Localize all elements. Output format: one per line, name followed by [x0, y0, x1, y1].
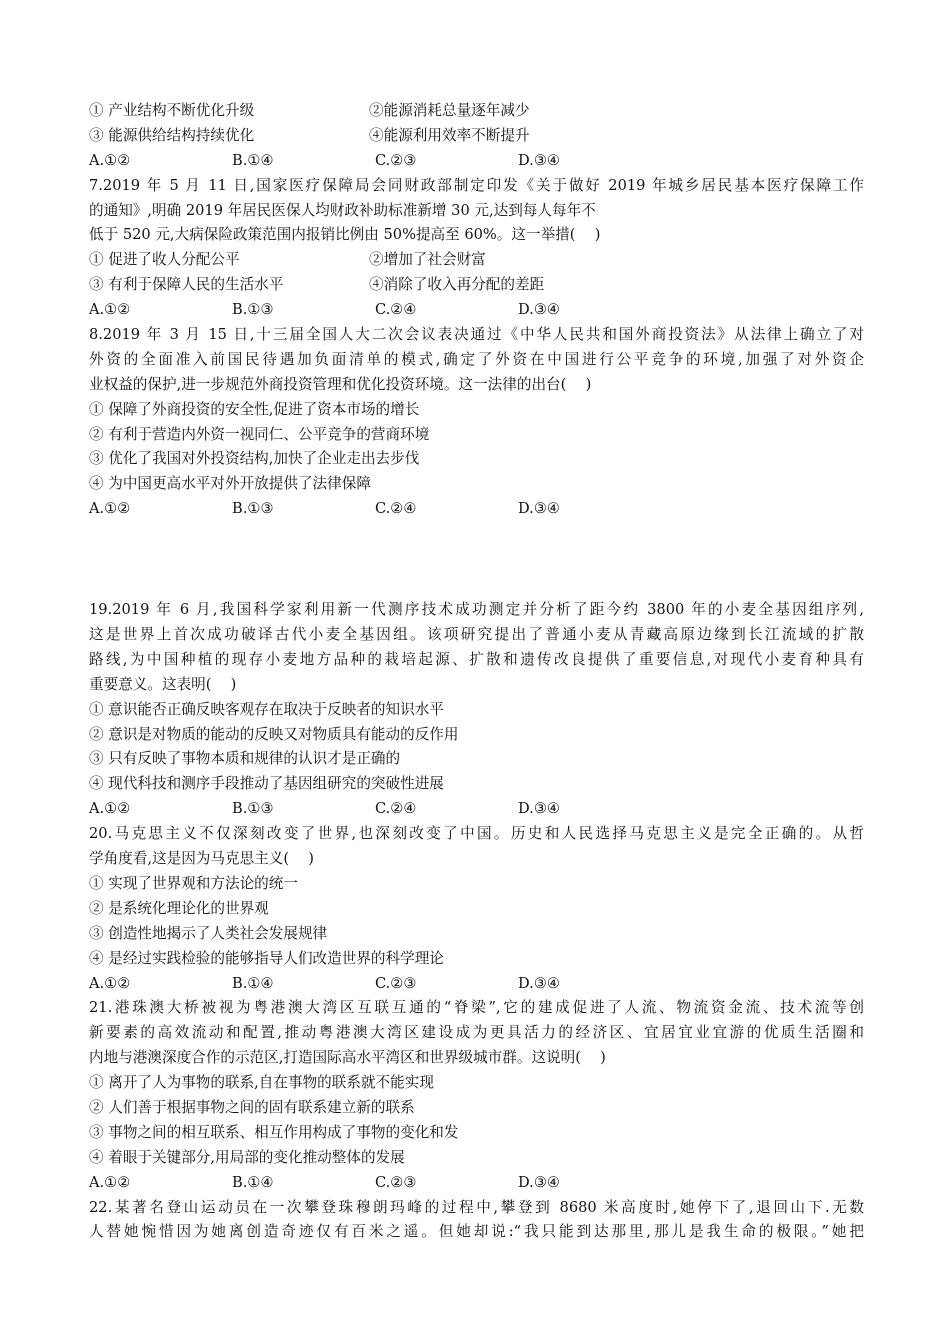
q21-choice-d: D.③④ — [518, 1173, 560, 1191]
q8-stem-line-2: 外资的全面准入前国民待遇加负面清单的模式,确定了外资在中国进行公平竞争的环境,加强了对外资企 — [89, 350, 864, 368]
q20-option-4: ④ 是经过实践检验的能够指导人们改造世界的科学理论 — [89, 949, 444, 967]
q7-choice-c: C.②④ — [375, 301, 417, 319]
q7-stem-line-3: 低于 520 元,大病保险政策范围内报销比例由 50%提高至 60%。这一举措( ) — [89, 226, 601, 244]
q7-option-2: ②增加了社会财富 — [369, 251, 486, 269]
q7-choice-a: A.①② — [89, 301, 131, 319]
q6-options-row-1 — [89, 99, 864, 124]
q7-options-row-2 — [89, 273, 864, 298]
q20-option-3: ③ 创造性地揭示了人类社会发展规律 — [89, 924, 328, 942]
q7-option-1: ① 促进了收人分配公平 — [89, 251, 240, 269]
q22-stem-line-1: 22.某著名登山运动员在一次攀登珠穆朗玛峰的过程中,攀登到 8680 米高度时,她停下了,退回山下.无数 — [89, 1198, 864, 1216]
q8-option-3: ③ 优化了我国对外投资结构,加快了企业走出去步伐 — [89, 450, 420, 468]
q19-choice-c: C.②④ — [375, 800, 417, 818]
q21-stem-line-2: 新要素的高效流动和配置,推动粤港澳大湾区建设成为更具活力的经济区、宜居宜业宜游的优质生活圈和 — [89, 1024, 864, 1042]
q7-stem-line-1: 7.2019 年 5 月 11 日,国家医疗保障局会同财政部制定印发《关于做好 2019 年城乡居民基本医疗保障工作 — [89, 176, 864, 194]
q19-option-4: ④ 现代科技和测序手段推动了基因组研究的突破性进展 — [89, 775, 444, 793]
q7-choice-d: D.③④ — [518, 301, 560, 319]
q21-option-1: ① 离开了人为事物的联系,自在事物的联系就不能实现 — [89, 1074, 434, 1092]
q8-stem-line-3: 业权益的保护,进一步规范外商投资管理和优化投资环境。这一法律的出台( ) — [89, 375, 592, 393]
q20-stem-line-1: 20.马克思主义不仅深刻改变了世界,也深刻改变了中国。历史和人民选择马克思主义是完全正确的。从哲 — [89, 825, 864, 843]
q19-stem-line-4: 重要意义。这表明( ) — [89, 675, 237, 693]
q19-option-3: ③ 只有反映了事物本质和规律的认识才是正确的 — [89, 750, 401, 768]
q8-stem-line-1: 8.2019 年 3 月 15 日,十三届全国人大二次会议表决通过《中华人民共和国外商投资法》从法律上确立了对 — [89, 326, 864, 344]
q8-option-4: ④ 为中国更高水平对外开放提供了法律保障 — [89, 475, 371, 493]
q6-options-row-2 — [89, 124, 864, 149]
q21-stem-line-3: 内地与港澳深度合作的示范区,打造国际高水平湾区和世界级城市群。这说明( ) — [89, 1049, 606, 1067]
q19-choices — [89, 797, 864, 822]
q8-choice-b: B.①③ — [232, 500, 274, 518]
q20-choices — [89, 972, 864, 997]
q20-choice-c: C.②③ — [375, 974, 417, 992]
q6-option-3: ③ 能源供给结构持续优化 — [89, 126, 255, 144]
q8-option-2: ② 有利于营造内外资一视同仁、公平竞争的营商环境 — [89, 425, 430, 443]
q20-option-2: ② 是系统化理论化的世界观 — [89, 899, 269, 917]
q6-choice-c: C.②③ — [375, 151, 417, 169]
q20-choice-a: A.①② — [89, 974, 131, 992]
q7-option-4: ④消除了收入再分配的差距 — [369, 276, 545, 294]
q6-choice-a: A.①② — [89, 151, 131, 169]
q21-option-4: ④ 着眼于关键部分,用局部的变化推动整体的发展 — [89, 1148, 405, 1166]
q21-choices — [89, 1171, 864, 1196]
q21-choice-a: A.①② — [89, 1173, 131, 1191]
q20-stem-line-2: 学角度看,这是因为马克思主义( ) — [89, 850, 314, 868]
q8-choices — [89, 497, 864, 522]
exam-page — [89, 99, 864, 1245]
q21-choice-b: B.①④ — [232, 1173, 274, 1191]
section-gap — [89, 522, 864, 598]
q7-choices — [89, 298, 864, 323]
q19-option-1: ① 意识能否正确反映客观存在取决于反映者的知识水平 — [89, 700, 444, 718]
q7-stem-line-2: 的通知》,明确 2019 年居民医保人均财政补助标准新增 30 元,达到每人每年不 — [89, 201, 596, 219]
q19-stem-line-1: 19.2019 年 6 月,我国科学家利用新一代测序技术成功测定并分析了距今约 3800 年的小麦全基因组序列, — [89, 601, 864, 619]
q19-choice-d: D.③④ — [518, 800, 560, 818]
q8-option-1: ① 保障了外商投资的安全性,促进了资本市场的增长 — [89, 400, 420, 418]
q8-choice-c: C.②④ — [375, 500, 417, 518]
q21-stem-line-1: 21.港珠澳大桥被视为粤港澳大湾区互联互通的“脊梁”,它的建成促进了人流、物流资金流、技术流等创 — [89, 999, 864, 1017]
q6-option-4: ④能源利用效率不断提升 — [369, 126, 530, 144]
q6-choices — [89, 149, 864, 174]
q19-stem-line-2: 这是世界上首次成功破译古代小麦全基因组。该项研究提出了普通小麦从青藏高原边缘到长江流域的扩散 — [89, 626, 864, 644]
q22-stem-line-2: 人替她惋惜因为她离创造奇迹仅有百米之遥。但她却说:“我只能到达那里,那儿是我生命的极限。”她把 — [89, 1223, 864, 1241]
q21-choice-c: C.②③ — [375, 1173, 417, 1191]
q19-choice-b: B.①③ — [232, 800, 274, 818]
q20-choice-b: B.①④ — [232, 974, 274, 992]
q7-option-3: ③ 有利于保障人民的生活水平 — [89, 276, 284, 294]
q8-choice-a: A.①② — [89, 500, 131, 518]
q21-option-2: ② 人们善于根据事物之间的固有联系建立新的联系 — [89, 1098, 415, 1116]
q7-options-row-1 — [89, 248, 864, 273]
q19-stem-line-3: 路线,为中国种植的现存小麦地方品种的栽培起源、扩散和遗传改良提供了重要信息,对现代小麦育种具有 — [89, 650, 864, 668]
q7-choice-b: B.①③ — [232, 301, 274, 319]
q19-option-2: ② 意识是对物质的能动的反映又对物质具有能动的反作用 — [89, 725, 459, 743]
q19-choice-a: A.①② — [89, 800, 131, 818]
q21-option-3: ③ 事物之间的相互联系、相互作用构成了事物的变化和发 — [89, 1123, 459, 1141]
q6-option-2: ②能源消耗总量逐年减少 — [369, 102, 530, 119]
q8-choice-d: D.③④ — [518, 500, 560, 518]
q20-option-1: ① 实现了世界观和方法论的统一 — [89, 874, 298, 892]
q6-choice-d: D.③④ — [518, 151, 560, 169]
q6-choice-b: B.①④ — [232, 151, 274, 169]
q6-option-1: ① 产业结构不断优化升级 — [89, 102, 255, 119]
q20-choice-d: D.③④ — [518, 974, 560, 992]
